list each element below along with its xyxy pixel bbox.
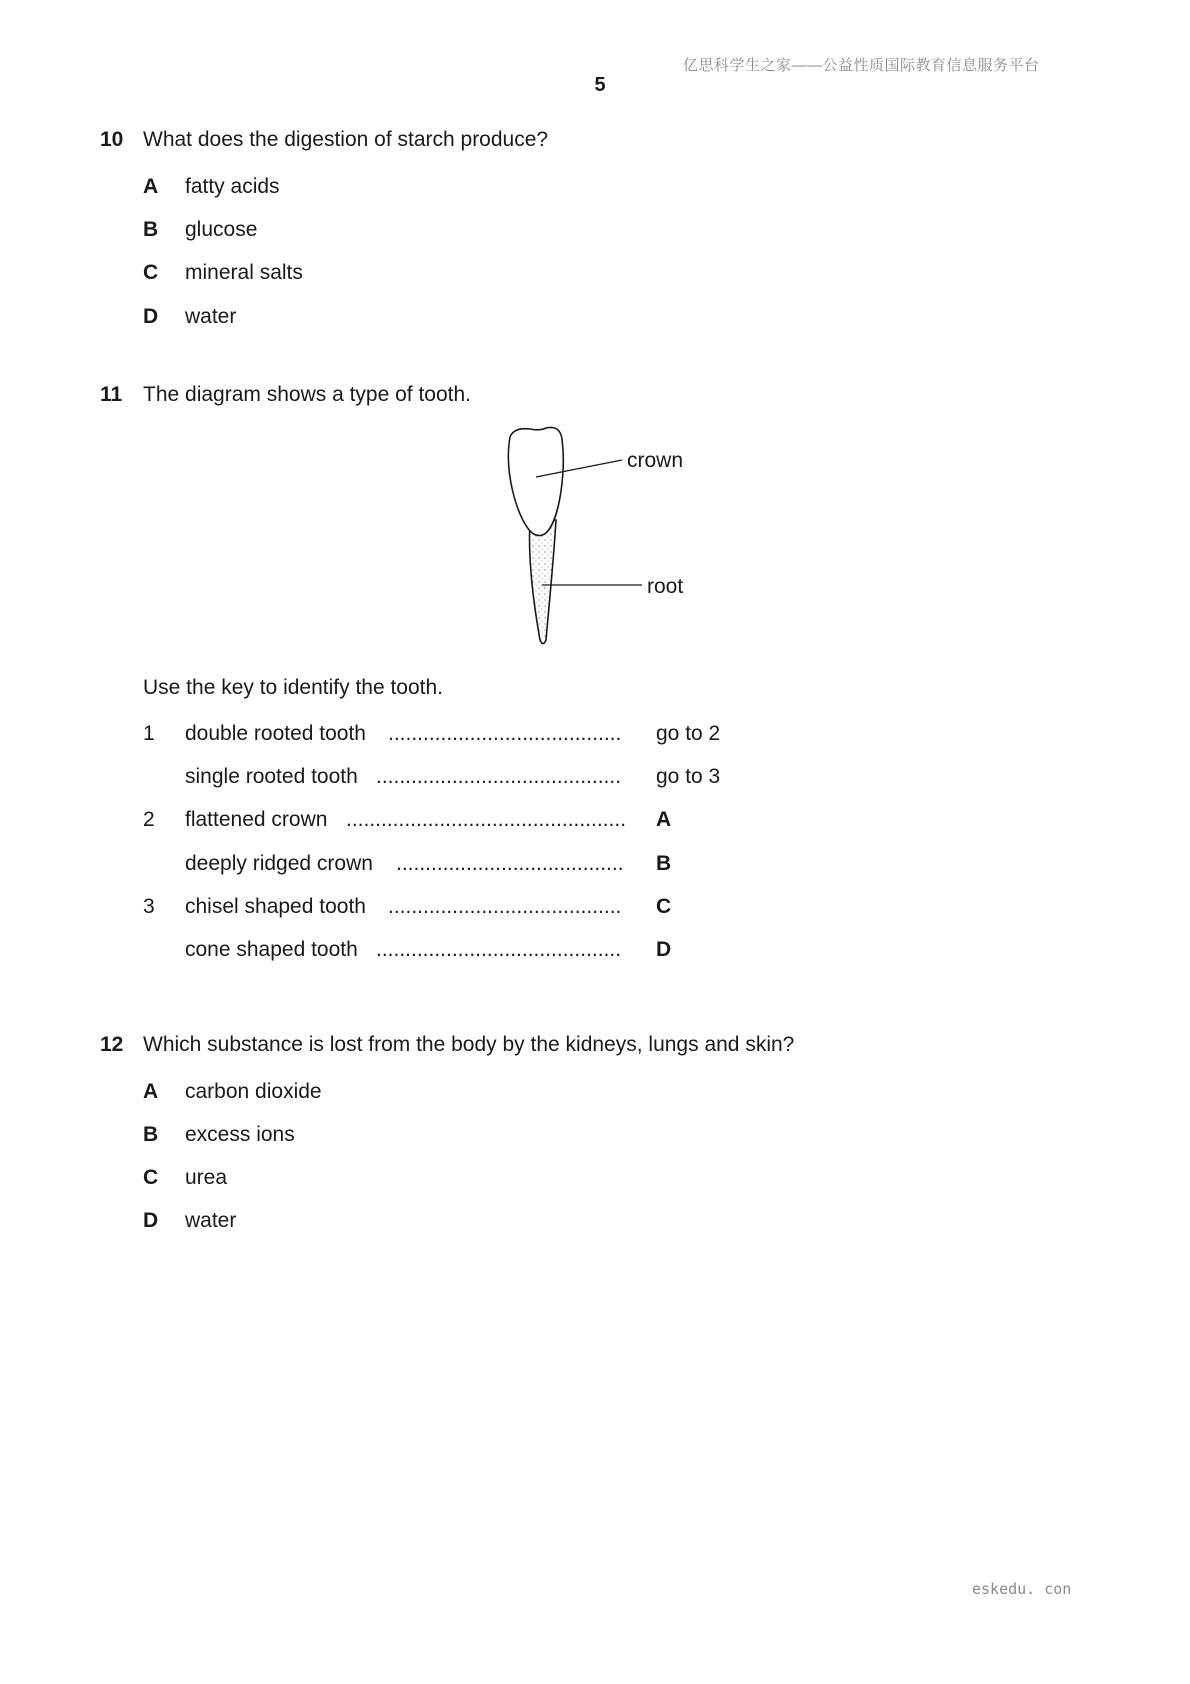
key-row-3-number: 2 — [143, 808, 155, 831]
tooth-root-shape — [529, 520, 556, 644]
q12-option-a-letter: A — [143, 1080, 159, 1103]
key-row-3-description: flattened crown — [185, 808, 328, 831]
key-row-2-result: go to 3 — [656, 765, 721, 788]
key-row-4-leader-dots: ....................................... — [396, 852, 624, 875]
tooth-crown-shape — [508, 427, 563, 535]
question-12-number: 12 — [100, 1033, 124, 1056]
q10-option-c-text: mineral salts — [185, 261, 303, 284]
q12-option-c-text: urea — [185, 1166, 228, 1189]
question-12-text: Which substance is lost from the body by the kidneys, lungs and skin? — [143, 1033, 795, 1056]
page-number: 5 — [594, 74, 606, 96]
key-row-5-result: C — [656, 895, 672, 918]
q10-option-d-text: water — [185, 305, 237, 328]
key-row-5-leader-dots: ........................................ — [388, 895, 622, 918]
key-row-4-description: deeply ridged crown — [185, 852, 373, 875]
footer-watermark-text: eskedu. con — [972, 1580, 1072, 1598]
q12-option-b-text: excess ions — [185, 1123, 295, 1146]
key-row-5-number: 3 — [143, 895, 155, 918]
key-row-3-result: A — [656, 808, 672, 831]
q12-option-a-text: carbon dioxide — [185, 1080, 322, 1103]
q10-option-b-text: glucose — [185, 218, 258, 241]
root-label: root — [647, 575, 684, 598]
key-row-6-leader-dots: .......................................... — [376, 938, 622, 961]
key-row-1-number: 1 — [143, 722, 155, 745]
key-row-1-leader-dots: ........................................ — [388, 722, 622, 745]
q12-option-d-letter: D — [143, 1209, 159, 1232]
question-10-number: 10 — [100, 128, 124, 151]
key-row-4-result: B — [656, 852, 672, 875]
q12-option-c-letter: C — [143, 1166, 159, 1189]
key-row-6-description: cone shaped tooth — [185, 938, 358, 961]
q10-option-c-letter: C — [143, 261, 159, 284]
key-row-3-leader-dots: ................................................ — [346, 808, 627, 831]
q10-option-a-letter: A — [143, 175, 159, 198]
question-10-text: What does the digestion of starch produce? — [143, 128, 549, 151]
question-11-text: The diagram shows a type of tooth. — [143, 383, 472, 406]
crown-label: crown — [627, 449, 684, 472]
key-intro-text: Use the key to identify the tooth. — [143, 676, 444, 699]
q12-option-b-letter: B — [143, 1123, 159, 1146]
key-row-6-result: D — [656, 938, 672, 961]
q10-option-d-letter: D — [143, 305, 159, 328]
key-row-1-description: double rooted tooth — [185, 722, 366, 745]
key-row-2-leader-dots: .......................................... — [376, 765, 622, 788]
q12-option-d-text: water — [185, 1209, 237, 1232]
key-row-1-result: go to 2 — [656, 722, 721, 745]
tooth-diagram — [490, 425, 710, 655]
header-watermark-text: 亿思科学生之家——公益性质国际教育信息服务平台 — [683, 57, 1040, 74]
question-11-number: 11 — [100, 383, 123, 406]
key-row-5-description: chisel shaped tooth — [185, 895, 366, 918]
q10-option-b-letter: B — [143, 218, 159, 241]
q10-option-a-text: fatty acids — [185, 175, 280, 198]
key-row-2-description: single rooted tooth — [185, 765, 358, 788]
